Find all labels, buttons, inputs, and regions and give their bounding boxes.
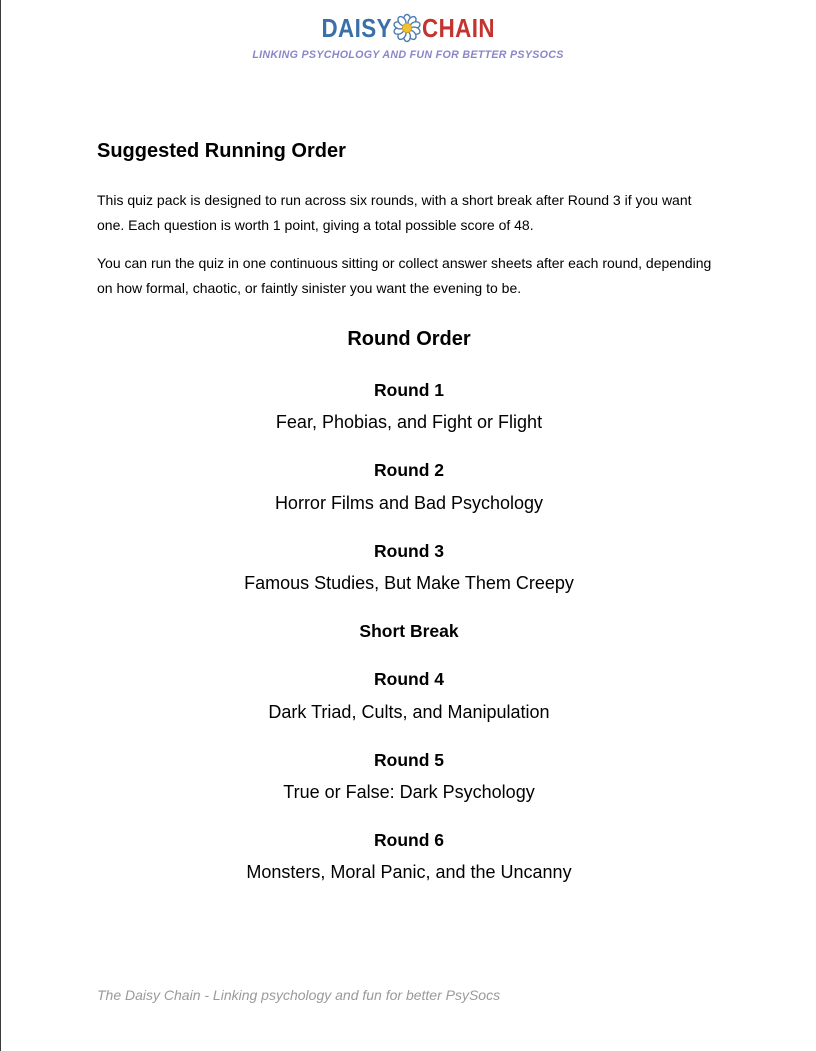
page-footer: The Daisy Chain - Linking psychology and fun for better PsySocs	[97, 987, 501, 1003]
intro-paragraph: You can run the quiz in one continuous sitting or collect answer sheets after each round, depending on how formal, chaotic, or faintly sinister you want the evening to be.	[97, 255, 712, 296]
short-break-label: Short Break	[359, 621, 459, 641]
intro-paragraph: This quiz pack is designed to run across six rounds, with a short break after Round 3 if you want one. Each question is worth 1 point, giving a total possible score of 48.	[97, 192, 692, 233]
round-name: Dark Triad, Cults, and Manipulation	[268, 702, 550, 722]
logo-word-chain: CHAIN	[421, 13, 495, 43]
page-title: Suggested Running Order	[97, 140, 346, 162]
round-label: Round 4	[374, 669, 444, 689]
round-label: Round 2	[374, 460, 444, 480]
daisy-chain-logo	[0, 12, 816, 44]
logo-word-daisy: DAISY	[321, 13, 392, 43]
page-edge	[0, 0, 1, 1051]
round-label: Round 6	[374, 830, 444, 850]
round-label: Round 1	[374, 380, 444, 400]
round-name: Monsters, Moral Panic, and the Uncanny	[246, 862, 572, 882]
round-label: Round 3	[374, 541, 444, 561]
daisy-flower-icon	[392, 13, 422, 43]
round-name: Horror Films and Bad Psychology	[274, 493, 544, 513]
round-name: True or False: Dark Psychology	[283, 782, 535, 802]
round-label: Round 5	[374, 750, 444, 770]
intro-section	[97, 136, 721, 301]
round-order-heading: Round Order	[347, 328, 471, 350]
round-name: Fear, Phobias, and Fight or Flight	[275, 412, 543, 432]
round-name: Famous Studies, But Make Them Creepy	[244, 573, 574, 593]
logo-tagline: LINKING PSYCHOLOGY AND FUN FOR BETTER PSYSOCS	[252, 49, 564, 61]
